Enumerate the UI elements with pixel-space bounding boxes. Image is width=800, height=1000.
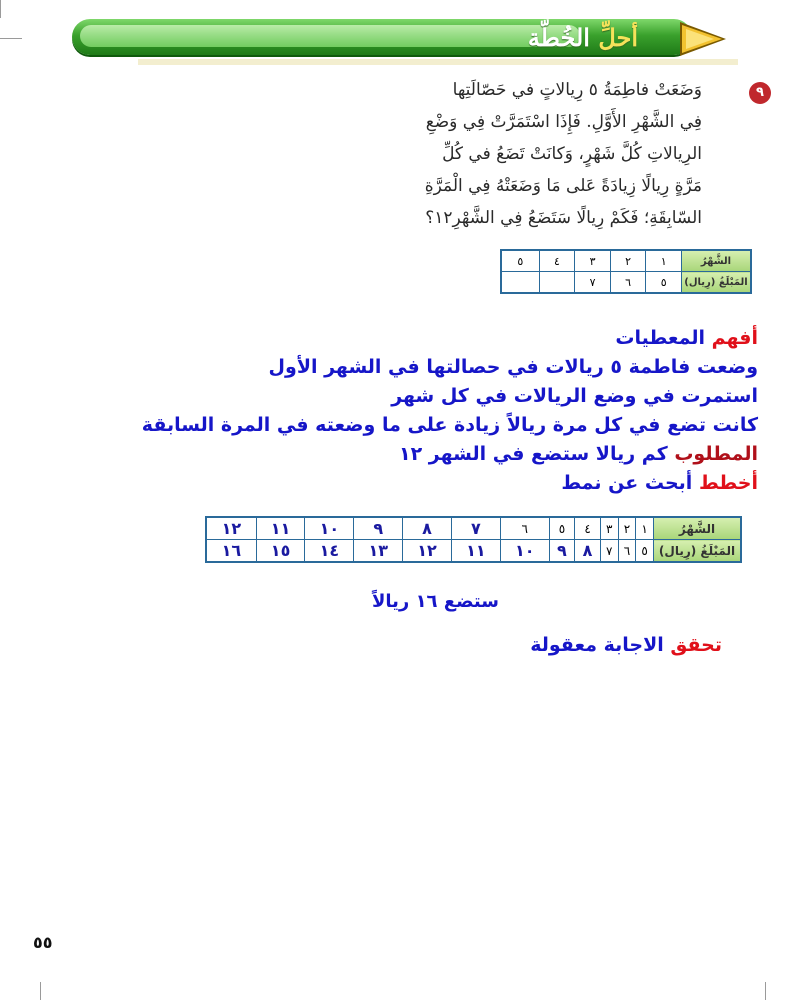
problem-line-5: السّابِقَةِ؛ فَكَمْ رِيالًا سَتَضَعُ فِي الشَّهْرِ١٢؟ [425,208,702,228]
table-cell: ١٠ [500,540,549,563]
page-number: ٥٥ [33,933,53,952]
table-cell: ١٣ [354,540,403,563]
table-row [501,250,751,272]
table-header-month: الشَّهْرُ [682,250,752,272]
table-cell: ١٥ [256,540,305,563]
table-cell: ١ [646,250,682,272]
table-header-amount: المَبْلَغُ (رِيال) [654,540,742,563]
table-cell: ٣ [600,517,618,540]
table-cell: ١٤ [305,540,354,563]
check-label: تحقق [670,634,722,656]
required-line [399,443,758,465]
table-cell [539,272,575,294]
table-cell: ٦ [618,540,636,563]
answer-text: ستضع ١٦ ريالاً [372,591,499,612]
table-cell: ١٢ [206,517,256,540]
table-cell: ٨ [403,517,452,540]
given-line-3: كانت تضع في كل مرة ريالاً زيادة على ما وضعته في المرة السابقة [141,414,758,436]
given-line-1: وضعت فاطمة ٥ ريالات في حصالتها في الشهر الأول [268,356,758,378]
problem-line-3: الرِيالاتِ كُلَّ شَهْرٍ، وَكانَتْ تَضَعُ في كُلِّ [442,144,702,164]
table-cell: ١٦ [206,540,256,563]
banner-highlight [80,25,580,47]
table-cell: ٢ [610,250,646,272]
check-text: الاجابة معقولة [530,634,664,656]
section-title [528,23,638,52]
crop-mark-top-left [0,0,1,18]
table-row [206,540,741,563]
understand-line [615,327,758,349]
given-line-2: استمرت في وضع الريالات في كل شهر [391,385,758,407]
table-cell: ١ [636,517,654,540]
crop-mark-bottom-right [765,982,766,1000]
section-banner [72,19,730,59]
table-cell: ٢ [618,517,636,540]
check-line [530,634,722,656]
understand-text: المعطيات [615,327,705,349]
section-title-rest: الخُطّة [527,23,590,52]
table-cell: ٤ [575,517,601,540]
table-row [206,517,741,540]
table-cell: ٥ [501,250,539,272]
table-cell: ٣ [575,250,611,272]
table-cell: ٨ [575,540,601,563]
play-arrow-icon [674,20,730,58]
required-text: كم ريالا ستضع في الشهر ١٢ [398,443,668,465]
crop-mark-top-left-h [0,38,22,39]
table-cell: ٥ [549,517,575,540]
table-cell: ٤ [539,250,575,272]
plan-line [561,472,758,494]
problem-line-2: فِي الشَّهْرِ الأَوَّلِ. فَإِذَا اسْتَمَرَّتْ فِي وَضْعِ [425,112,702,132]
plan-label: أخطط [698,472,758,494]
table-cell [501,272,539,294]
completed-month-amount-table [205,516,742,563]
crop-mark-bottom-left [40,982,41,1000]
table-cell: ٦ [500,517,549,540]
table-cell: ٩ [549,540,575,563]
table-cell: ٥ [646,272,682,294]
table-cell: ١١ [256,517,305,540]
table-cell: ٧ [451,517,500,540]
understand-label: أفهم [711,327,758,349]
plan-text: أبحث عن نمط [561,472,693,494]
table-row [501,272,751,294]
table-cell: ١٠ [305,517,354,540]
table-cell: ٧ [600,540,618,563]
table-cell: ١١ [451,540,500,563]
section-title-accent: أحلِّ [598,23,638,52]
table-cell: ١٢ [403,540,452,563]
banner-underline [138,59,738,65]
table-cell: ٩ [354,517,403,540]
table-header-month: الشَّهْرُ [654,517,742,540]
month-amount-table [500,249,752,294]
problem-number-badge: ٩ [749,82,771,104]
problem-line-1: وَضَعَتْ فاطِمَةُ ٥ رِيالاتٍ في حَصّالَتِها [452,80,702,100]
problem-line-4: مَرَّةٍ رِيالًا زِيادَةً عَلى مَا وَضَعَتْهُ فِي الْمَرَّةِ [424,176,702,196]
table-cell: ٧ [575,272,611,294]
table-cell: ٦ [610,272,646,294]
required-label: المطلوب [674,443,758,465]
table-cell: ٥ [636,540,654,563]
table-header-amount: المَبْلَغُ (رِيال) [682,272,752,294]
